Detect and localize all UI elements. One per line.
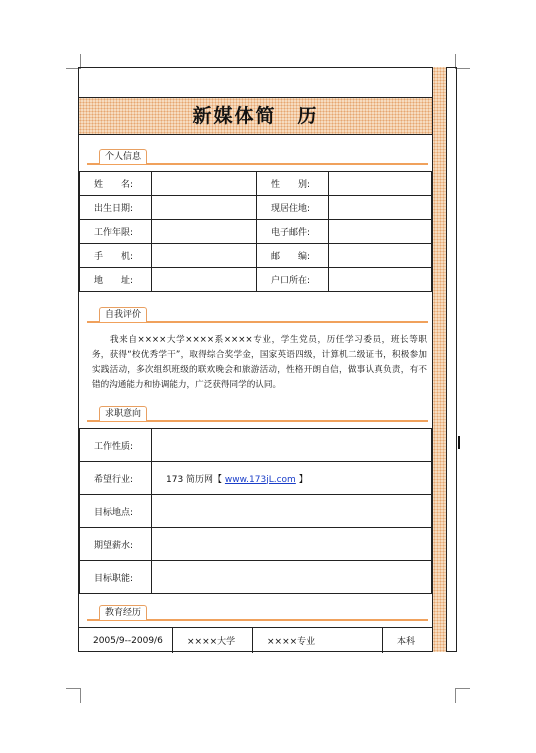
address-label: 地 址: [80,268,152,292]
industry-field[interactable] [152,462,432,495]
location-field[interactable] [152,495,432,528]
years-field[interactable] [152,220,257,244]
section-self-eval [79,303,432,327]
section-title-intent[interactable]: 求职意向 [99,406,147,421]
email-label: 电子邮件: [257,220,329,244]
hukou-field[interactable] [329,268,432,292]
section-personal [79,145,432,169]
intent-table [79,428,432,594]
position-field[interactable] [152,561,432,594]
section-education [79,601,432,625]
hukou-label: 户口所在: [257,268,329,292]
birth-label: 出生日期: [80,196,152,220]
zip-field[interactable] [329,244,432,268]
section-title-self-eval[interactable]: 自我评价 [99,307,147,322]
residence-label: 现居住地: [257,196,329,220]
text-cursor [458,436,460,449]
years-label: 工作年限: [80,220,152,244]
education-major[interactable]: ××××专业 [253,628,383,654]
personal-info-table [79,171,432,292]
page-corner-mark [455,54,470,69]
industry-suffix: 】 [298,474,308,485]
education-school[interactable]: ××××大学 [173,628,253,654]
education-period[interactable]: 2005/9--2009/6 [79,628,173,654]
location-label: 目标地点: [80,495,152,528]
section-title-personal[interactable]: 个人信息 [99,149,147,164]
position-label: 目标职能: [80,561,152,594]
section-intent [79,402,432,426]
page-corner-mark [66,688,81,703]
birth-field[interactable] [152,196,257,220]
job-type-label: 工作性质: [80,429,152,462]
industry-label: 希望行业: [80,462,152,495]
education-table [79,627,432,653]
gender-field[interactable] [329,172,432,196]
name-field[interactable] [152,172,257,196]
education-degree[interactable]: 本科 [383,628,433,654]
phone-label: 手 机: [80,244,152,268]
name-label: 姓 名: [80,172,152,196]
address-field[interactable] [152,268,257,292]
salary-field[interactable] [152,528,432,561]
gender-label: 性 别: [257,172,329,196]
industry-link[interactable]: www.173jL.com [224,474,296,485]
section-title-education[interactable]: 教育经历 [99,605,147,620]
job-type-field[interactable] [152,429,432,462]
decorative-sidebar [432,67,447,652]
zip-label: 邮 编: [257,244,329,268]
phone-field[interactable] [152,244,257,268]
industry-prefix: 173 简历网【 [166,474,223,485]
residence-field[interactable] [329,196,432,220]
page-corner-mark [455,688,470,703]
salary-label: 期望薪水: [80,528,152,561]
self-evaluation-text[interactable]: 我来自××××大学××××系××××专业，学生党员，历任学习委员，班长等职务，获得“校优秀学干”，取得综合奖学金，国家英语四级，计算机二级证书，积极参加实践活动，多次组织班级的联欢晚会和旅游活动，性格开朗自信，做事认真负责，有不错的沟通能力和协调能力，广泛获得同学的认同。 [92,335,427,390]
page-title[interactable]: 新媒体简 历 [192,105,319,127]
email-field[interactable] [329,220,432,244]
